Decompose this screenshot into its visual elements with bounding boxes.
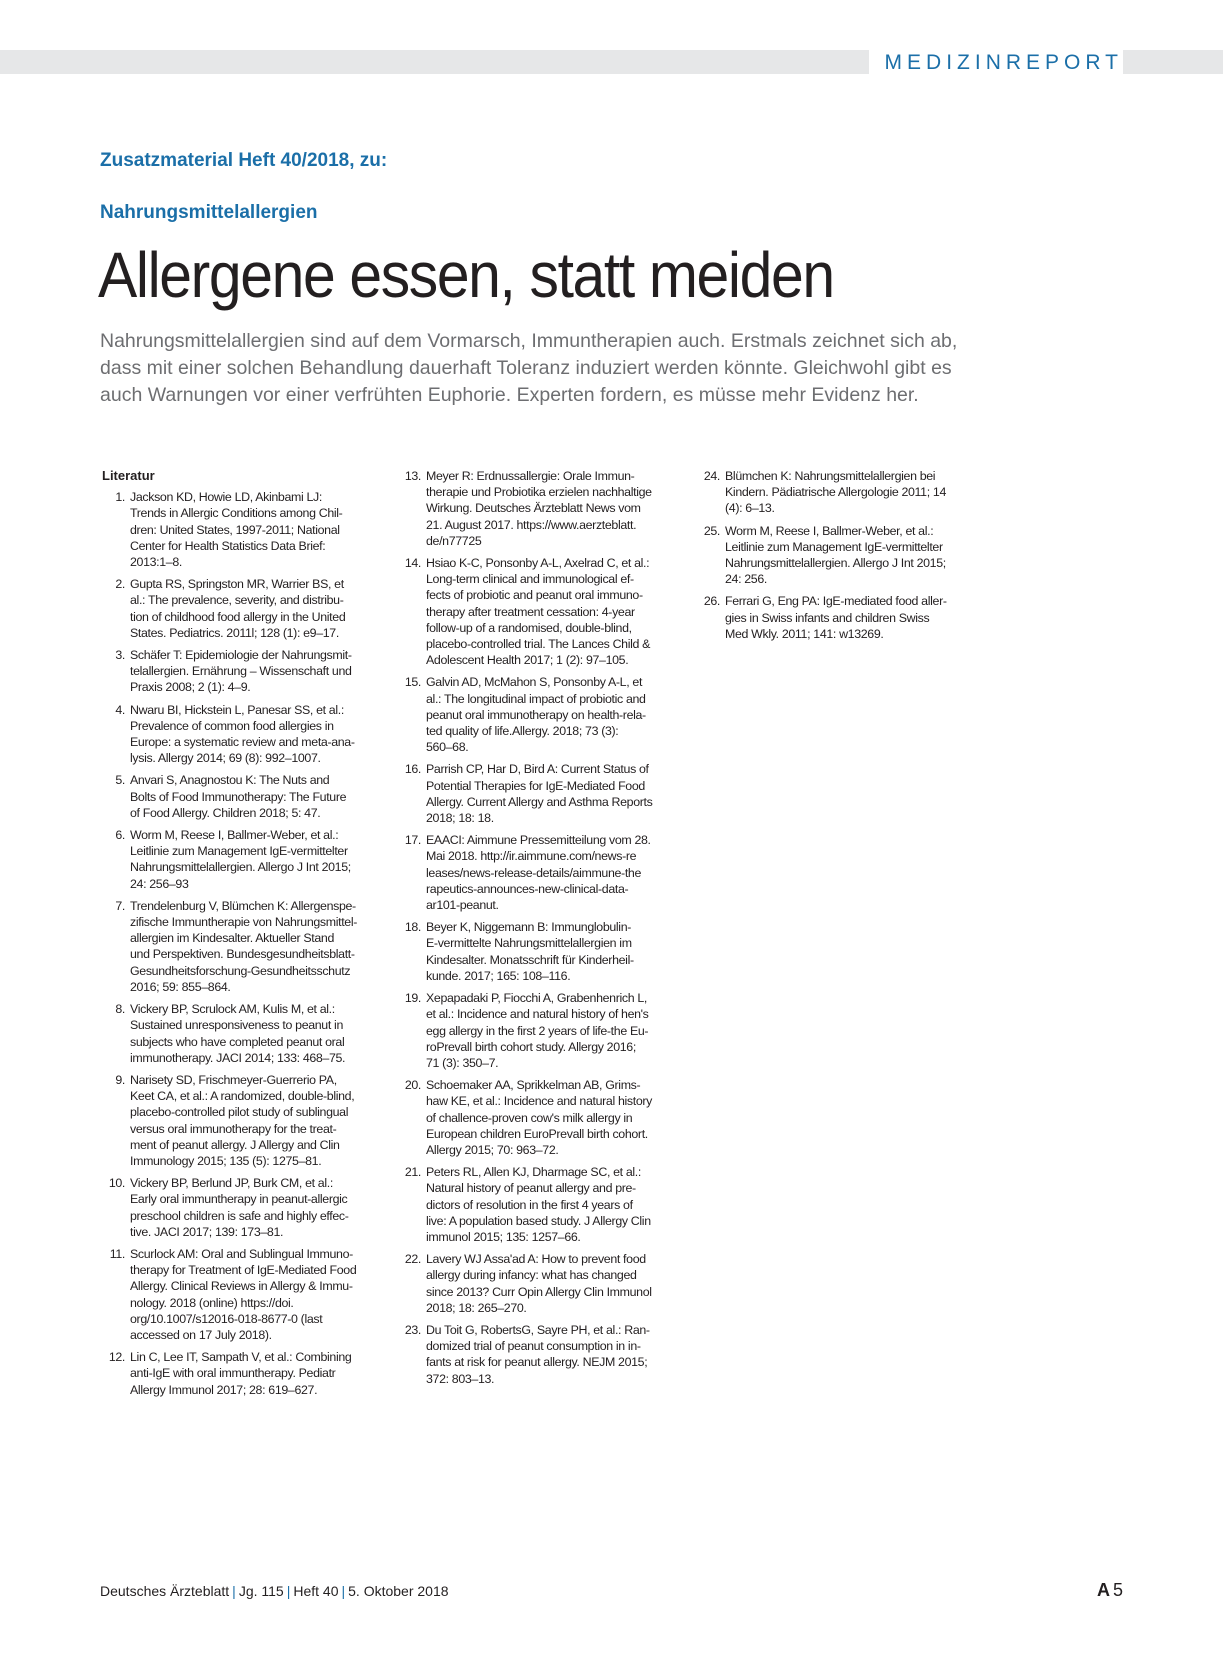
reference-item <box>102 647 384 696</box>
reference-item <box>398 919 680 984</box>
reference-line: Leitlinie zum Management IgE-vermittelter <box>130 844 348 859</box>
reference-line: subjects who have completed peanut oral <box>130 1034 345 1049</box>
reference-item <box>398 468 680 549</box>
reference-line: Schoemaker AA, Sprikkelman AB, Grims- <box>426 1078 641 1093</box>
reference-number: 22. <box>404 1252 421 1267</box>
reference-line: dren: United States, 1997-2011; National <box>130 522 340 537</box>
reference-line: accessed on 17 July 2018). <box>130 1327 272 1342</box>
reference-line: therapy after treatment cessation: 4-year <box>426 604 635 619</box>
reference-line: Trendelenburg V, Blümchen K: Allergenspe- <box>130 898 356 913</box>
reference-line: Peters RL, Allen KJ, Dharmage SC, et al.: <box>426 1165 641 1180</box>
reference-line: org/10.1007/s12016-018-8677-0 (last <box>130 1311 323 1326</box>
reference-number: 1. <box>115 490 125 505</box>
reference-number: 21. <box>404 1165 421 1180</box>
reference-line: Scurlock AM: Oral and Sublingual Immuno- <box>130 1246 353 1261</box>
reference-line: 24: 256. <box>725 572 767 587</box>
reference-number: 12. <box>108 1350 125 1365</box>
reference-line: tive. JACI 2017; 139: 173–81. <box>130 1224 284 1239</box>
reference-line: zifische Immuntherapie von Nahrungsmittel- <box>130 915 358 930</box>
reference-number: 23. <box>404 1322 421 1337</box>
reference-line: Prevalence of common food allergies in <box>130 718 334 733</box>
reference-line: 21. August 2017. https://www.aerzteblatt. <box>426 517 637 532</box>
reference-text <box>130 576 384 641</box>
reference-line: haw KE, et al.: Incidence and natural history <box>426 1094 653 1109</box>
reference-text <box>426 1322 680 1387</box>
reference-line: Long-term clinical and immunological ef- <box>426 572 634 587</box>
reference-text <box>130 1246 384 1343</box>
reference-line: Allergy. Clinical Reviews in Allergy & Immu- <box>130 1279 353 1294</box>
reference-text <box>130 898 384 995</box>
topic-line: Nahrungsmittelallergien <box>100 202 318 223</box>
reference-line: de/n77725 <box>426 533 482 548</box>
reference-line: Schäfer T: Epidemiologie der Nahrungsmit- <box>130 648 352 663</box>
reference-line: ment of peanut allergy. J Allergy and Clin <box>130 1137 340 1152</box>
reference-line: follow-up of a randomised, double-blind, <box>426 620 632 635</box>
reference-number: 5. <box>115 773 125 788</box>
reference-line: Vickery BP, Scrulock AM, Kulis M, et al.: <box>130 1002 335 1017</box>
reference-line: Wirkung. Deutsches Ärzteblatt News vom <box>426 501 641 516</box>
reference-item <box>102 702 384 767</box>
reference-line: rapeutics-announces-new-clinical-data- <box>426 881 629 896</box>
reference-line: Praxis 2008; 2 (1): 4–9. <box>130 680 251 695</box>
reference-line: roPrevall birth cohort study. Allergy 2016; <box>426 1039 636 1054</box>
reference-line: Galvin AD, McMahon S, Ponsonby A-L, et <box>426 675 643 690</box>
reference-line: versus oral immunotherapy for the treat- <box>130 1121 337 1136</box>
kicker: Zusatzmaterial Heft 40/2018, zu: <box>100 150 388 171</box>
reference-item <box>697 523 979 588</box>
reference-line: European children EuroPrevall birth cohort. <box>426 1126 648 1141</box>
lead-line: Nahrungsmittelallergien sind auf dem Vormarsch, Immuntherapien auch. Erstmals zeichnet sich ab, <box>100 330 958 352</box>
page-number-value: 5 <box>1112 1580 1123 1600</box>
reference-text <box>426 1164 680 1245</box>
reference-item <box>398 1251 680 1316</box>
reference-line: Europe: a systematic review and meta-ana- <box>130 735 355 750</box>
reference-line: gies in Swiss infants and children Swiss <box>725 610 930 625</box>
reference-number: 9. <box>115 1072 125 1087</box>
reference-item <box>697 468 979 517</box>
reference-line: Meyer R: Erdnussallergie: Orale Immun- <box>426 469 635 483</box>
reference-line: therapie und Probiotika erzielen nachhaltige <box>426 485 652 500</box>
reference-line: Early oral immuntherapy in peanut-allergic <box>130 1192 348 1207</box>
reference-line: since 2013? Curr Opin Allergy Clin Immunol <box>426 1284 652 1299</box>
reference-line: leases/news-release-details/aimmune-the <box>426 865 641 880</box>
reference-line: domized trial of peanut consumption in in- <box>426 1339 641 1354</box>
reference-item <box>398 1322 680 1387</box>
reference-number: 15. <box>404 675 421 690</box>
reference-text <box>130 647 384 696</box>
reference-number: 8. <box>115 1002 125 1017</box>
reference-number: 7. <box>115 898 125 913</box>
reference-line: (4): 6–13. <box>725 501 775 516</box>
reference-line: Beyer K, Niggemann B: Immunglobulin- <box>426 920 632 935</box>
reference-text <box>725 468 979 517</box>
reference-line: lysis. Allergy 2014; 69 (8): 992–1007. <box>130 751 321 766</box>
reference-line: EAACI: Aimmune Pressemitteilung vom 28. <box>426 833 651 848</box>
reference-line: et al.: Incidence and natural history of hen's <box>426 1007 649 1022</box>
reference-number: 25. <box>703 523 720 538</box>
reference-line: immunotherapy. JACI 2014; 133: 468–75. <box>130 1050 346 1065</box>
reference-number: 6. <box>115 828 125 843</box>
reference-line: Lin C, Lee IT, Sampath V, et al.: Combining <box>130 1350 352 1365</box>
reference-item <box>398 555 680 668</box>
reference-line: Mai 2018. http://ir.aimmune.com/news-re <box>426 849 637 864</box>
reference-line: Kindern. Pädiatrische Allergologie 2011; 14 <box>725 485 946 500</box>
reference-text <box>130 1001 384 1066</box>
reference-line: Anvari S, Anagnostou K: The Nuts and <box>130 773 330 788</box>
reference-item <box>102 1001 384 1066</box>
footer-separator: | <box>232 1583 236 1599</box>
reference-line: al.: The prevalence, severity, and distribu- <box>130 593 344 608</box>
reference-text <box>426 555 680 668</box>
reference-line: Gesundheitsforschung-Gesundheitsschutz <box>130 963 351 978</box>
reference-line: of Food Allergy. Children 2018; 5: 47. <box>130 805 321 820</box>
reference-item <box>102 489 384 570</box>
reference-number: 19. <box>404 991 421 1006</box>
reference-line: live: A population based study. J Allergy Clin <box>426 1213 651 1228</box>
reference-item <box>102 1175 384 1240</box>
reference-text <box>426 990 680 1071</box>
reference-text <box>130 827 384 892</box>
reference-line: placebo-controlled trial. The Lances Child & <box>426 637 651 652</box>
reference-line: egg allergy in the first 2 years of life-the Eu- <box>426 1023 649 1038</box>
reference-line: Nahrungsmittelallergien. Allergo J Int 2015; <box>130 860 351 875</box>
reference-line: ted quality of life.Allergy. 2018; 73 (3): <box>426 724 619 739</box>
section-label: MEDIZINREPORT <box>869 50 1123 76</box>
reference-line: allergy during infancy: what has changed <box>426 1268 637 1283</box>
reference-number: 18. <box>404 920 421 935</box>
reference-line: Allergy 2015; 70: 963–72. <box>426 1142 559 1157</box>
reference-line: kunde. 2017; 165: 108–116. <box>426 968 571 983</box>
reference-line: telallergien. Ernährung – Wissenschaft und <box>130 664 352 679</box>
reference-column-2 <box>398 468 680 1393</box>
reference-column-3 <box>697 468 979 648</box>
reference-text <box>130 772 384 821</box>
reference-item <box>102 1349 384 1398</box>
reference-line: fants at risk for peanut allergy. NEJM 2015; <box>426 1355 648 1370</box>
reference-item <box>102 576 384 641</box>
reference-line: 2013:1–8. <box>130 555 182 570</box>
reference-line: anti-IgE with oral immuntherapy. Pediatr <box>130 1366 336 1381</box>
reference-line: Center for Health Statistics Data Brief: <box>130 538 326 553</box>
reference-line: Narisety SD, Frischmeyer-Guerrerio PA, <box>130 1072 337 1087</box>
reference-text <box>426 761 680 826</box>
reference-text <box>426 1251 680 1316</box>
reference-line: Worm M, Reese I, Ballmer-Weber, et al.: <box>725 523 934 538</box>
reference-text <box>130 1349 384 1398</box>
reference-line: Potential Therapies for IgE-Mediated Food <box>426 778 645 793</box>
reference-number: 10. <box>108 1176 125 1191</box>
page-number <box>1097 1580 1123 1601</box>
reference-item <box>102 772 384 821</box>
reference-text <box>130 489 384 570</box>
reference-line: peanut oral immunotherapy on health-rela- <box>426 707 646 722</box>
reference-item <box>697 593 979 642</box>
reference-line: Trends in Allergic Conditions among Chil- <box>130 506 343 521</box>
reference-line: immunol 2015; 135: 1257–66. <box>426 1229 581 1244</box>
reference-line: allergien im Kindesalter. Aktueller Stand <box>130 931 334 946</box>
footer-citation <box>100 1583 449 1599</box>
reference-line: Hsiao K-C, Ponsonby A-L, Axelrad C, et al.: <box>426 556 650 571</box>
reference-line: Adolescent Health 2017; 1 (2): 97–105. <box>426 653 629 668</box>
reference-line: E-vermittelte Nahrungsmittelallergien im <box>426 936 632 951</box>
reference-text <box>426 832 680 913</box>
reference-line: Natural history of peanut allergy and pre- <box>426 1181 636 1196</box>
footer-separator: | <box>341 1583 346 1599</box>
reference-line: Bolts of Food Immunotherapy: The Future <box>130 789 347 804</box>
reference-item <box>398 1077 680 1158</box>
reference-line: Nahrungsmittelallergien. Allergo J Int 2015; <box>725 556 946 571</box>
reference-item <box>398 990 680 1071</box>
reference-text <box>130 1072 384 1169</box>
reference-number: 20. <box>404 1078 421 1093</box>
reference-item <box>398 832 680 913</box>
reference-line: 2018; 18: 265–270. <box>426 1300 527 1315</box>
reference-line: 71 (3): 350–7. <box>426 1055 499 1070</box>
reference-item <box>398 761 680 826</box>
footer-separator: | <box>286 1583 291 1599</box>
reference-line: Gupta RS, Springston MR, Warrier BS, et <box>130 577 344 592</box>
reference-line: of challence-proven cow's milk allergy in <box>426 1110 633 1125</box>
reference-line: Vickery BP, Berlund JP, Burk CM, et al.: <box>130 1176 333 1191</box>
reference-line: 2018; 18: 18. <box>426 811 494 826</box>
reference-item <box>102 898 384 995</box>
reference-text <box>130 702 384 767</box>
reference-line: ar101-peanut. <box>426 898 499 913</box>
footer-date: 5. Oktober 2018 <box>348 1583 449 1599</box>
reference-line: States. Pediatrics. 2011l; 128 (1): e9–17. <box>130 625 339 640</box>
reference-item <box>102 827 384 892</box>
reference-line: al.: The longitudinal impact of probiotic and <box>426 691 646 706</box>
lead-line: dass mit einer solchen Behandlung dauerhaft Toleranz induziert werden könnte. Gleichwohl gibt es <box>100 357 952 379</box>
reference-number: 16. <box>404 762 421 777</box>
reference-line: Lavery WJ Assa'ad A: How to prevent food <box>426 1252 646 1267</box>
reference-text <box>725 593 979 642</box>
footer-issue: Heft 40 <box>293 1583 339 1599</box>
reference-line: nology. 2018 (online) https://doi. <box>130 1295 294 1310</box>
reference-line: fects of probiotic and peanut oral immuno- <box>426 588 643 603</box>
reference-line: 560–68. <box>426 740 469 755</box>
reference-line: 372: 803–13. <box>426 1371 495 1386</box>
reference-line: Kindesalter. Monatsschrift für Kinderheil- <box>426 952 634 967</box>
reference-line: Xepapadaki P, Fiocchi A, Grabenhenrich L, <box>426 991 647 1006</box>
reference-number: 3. <box>115 648 125 663</box>
reference-text <box>130 1175 384 1240</box>
reference-line: 2016; 59: 855–864. <box>130 979 231 994</box>
reference-line: Parrish CP, Har D, Bird A: Current Status of <box>426 762 649 777</box>
literature-heading: Literatur <box>102 468 155 483</box>
reference-line: therapy for Treatment of IgE-Mediated Food <box>130 1263 357 1278</box>
reference-line: Du Toit G, RobertsG, Sayre PH, et al.: Ran- <box>426 1322 650 1337</box>
reference-line: Sustained unresponsiveness to peanut in <box>130 1018 343 1033</box>
reference-text <box>725 523 979 588</box>
reference-line: Allergy. Current Allergy and Asthma Reports <box>426 794 653 809</box>
reference-text <box>426 468 680 549</box>
reference-line: Keet CA, et al.: A randomized, double-blind, <box>130 1089 355 1104</box>
reference-number: 11. <box>109 1246 125 1261</box>
reference-line: Ferrari G, Eng PA: IgE-mediated food aller- <box>725 594 947 609</box>
reference-line: tion of childhood food allergy in the United <box>130 609 346 624</box>
reference-line: dictors of resolution in the first 4 years of <box>426 1197 633 1212</box>
page-prefix: A <box>1096 1580 1110 1600</box>
reference-line: Leitlinie zum Management IgE-vermittelter <box>725 539 943 554</box>
footer-journal: Deutsches Ärzteblatt <box>100 1583 230 1599</box>
reference-line: und Perspektiven. Bundesgesundheitsblatt- <box>130 947 355 962</box>
reference-number: 17. <box>404 833 421 848</box>
page-title: Allergene essen, statt meiden <box>98 239 834 311</box>
reference-column-1 <box>102 468 384 1404</box>
footer-volume: Jg. 115 <box>238 1583 284 1599</box>
reference-line: 24: 256–93 <box>130 876 189 891</box>
reference-line: Jackson KD, Howie LD, Akinbami LJ: <box>130 490 322 505</box>
reference-line: Blümchen K: Nahrungsmittelallergien bei <box>725 469 936 483</box>
reference-number: 13. <box>404 469 421 483</box>
reference-text <box>426 1077 680 1158</box>
reference-number: 4. <box>115 702 125 717</box>
lead-line: auch Warnungen vor einer verfrühten Euphorie. Experten fordern, es müsse mehr Evidenz her. <box>100 384 919 406</box>
reference-text <box>426 674 680 755</box>
reference-item <box>398 674 680 755</box>
reference-number: 14. <box>404 556 421 571</box>
reference-text <box>426 919 680 984</box>
reference-line: placebo-controlled pilot study of sublingual <box>130 1105 349 1120</box>
reference-number: 24. <box>703 469 720 483</box>
reference-line: preschool children is safe and highly effec- <box>130 1208 349 1223</box>
reference-line: Allergy Immunol 2017; 28: 619–627. <box>130 1382 318 1397</box>
reference-line: Nwaru BI, Hickstein L, Panesar SS, et al.: <box>130 702 344 717</box>
reference-line: Med Wkly. 2011; 141: w13269. <box>725 626 884 641</box>
reference-line: Worm M, Reese I, Ballmer-Weber, et al.: <box>130 828 339 843</box>
reference-number: 26. <box>703 594 720 609</box>
lead-paragraph <box>100 328 1000 409</box>
reference-item <box>398 1164 680 1245</box>
reference-item <box>102 1246 384 1343</box>
reference-item <box>102 1072 384 1169</box>
reference-line: Immunology 2015; 135 (5): 1275–81. <box>130 1153 322 1168</box>
reference-number: 2. <box>115 577 125 592</box>
